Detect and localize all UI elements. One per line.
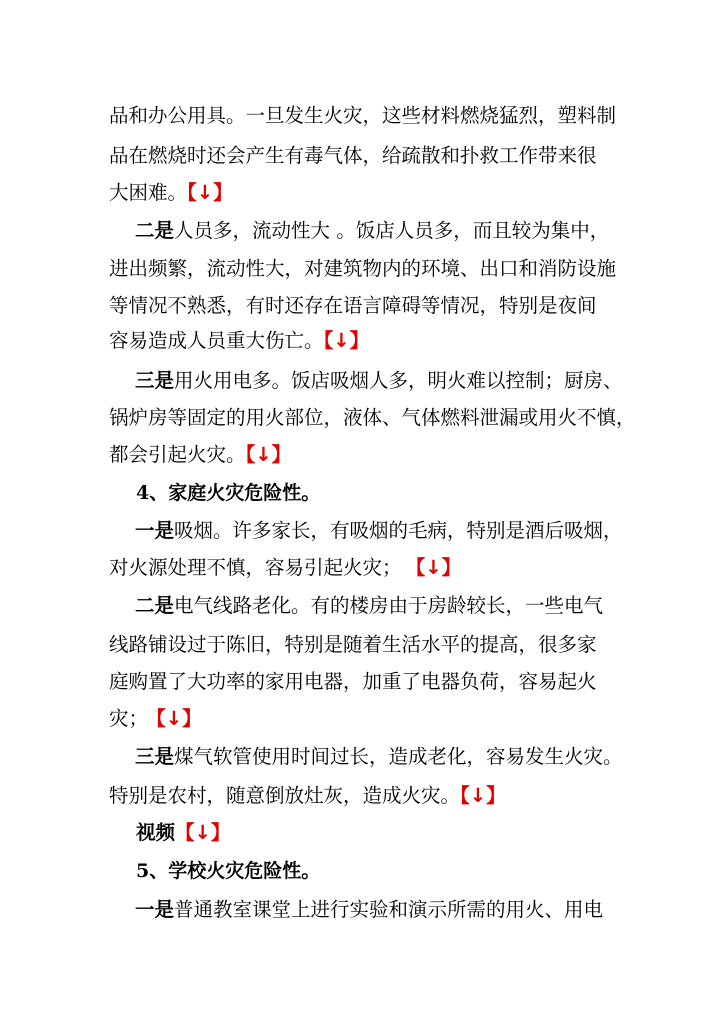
paragraph-text: 特别是农村，随意倒放灶灰，造成火灾。 (109, 784, 461, 807)
paragraph-lead: 二是 (135, 594, 175, 617)
paragraph-text: 线路铺设过于陈旧，特别是随着生活水平的提高，很多家 (109, 633, 597, 656)
video-label[interactable]: 视频 (136, 821, 176, 844)
text-line (109, 101, 616, 131)
down-arrow-marker[interactable]: 【↓】 (415, 556, 462, 579)
text-line (109, 291, 597, 321)
paragraph-lead: 三是 (135, 369, 175, 392)
paragraph-text: 对火源处理不慎，容易引起火灾； (109, 556, 402, 579)
paragraph-text: 煤气软管使用时间过长，造成老化，容易发生火灾。 (174, 745, 623, 768)
text-line (109, 630, 597, 660)
paragraph-text: 电气线路老化。有的楼房由于房龄较长，一些电气 (174, 594, 604, 617)
paragraph-text: 用火用电多。饭店吸烟人多，明火难以控制；厨房、 (174, 369, 623, 392)
paragraph-text: 锅炉房等固定的用火部位，液体、气体燃料泄漏或用火不慎， (109, 406, 636, 429)
text-line (109, 704, 202, 734)
text-line (135, 742, 623, 772)
text-line (135, 216, 609, 246)
paragraph-text: 吸烟。许多家长，有吸烟的毛病，特别是酒后吸烟， (174, 519, 623, 542)
paragraph-text: 人员多，流动性大 。饭店人员多，而且较为集中， (174, 219, 610, 242)
text-line (109, 440, 291, 470)
text-line (109, 326, 369, 356)
text-line (109, 141, 597, 171)
down-arrow-marker[interactable]: 【↓】 (187, 181, 233, 204)
text-line (109, 667, 597, 697)
text-line (135, 591, 603, 621)
text-line (109, 553, 461, 583)
text-line (109, 781, 506, 811)
text-line (109, 178, 233, 208)
down-arrow-marker[interactable]: 【↓】 (156, 707, 202, 730)
text-line (135, 895, 603, 925)
paragraph-lead: 一是 (135, 898, 175, 921)
paragraph-text: 庭购置了大功率的家用电器，加重了电器负荷，容易起火 (109, 670, 597, 693)
text-line (109, 403, 636, 433)
text-line (135, 366, 623, 396)
paragraph-text: 都会引起火灾。 (109, 443, 246, 466)
paragraph-text: 进出频繁，流动性大，对建筑物内的环境、出口和消防设施 (109, 257, 617, 280)
paragraph-text: 品和办公用具。一旦发生火灾，这些材料燃烧猛烈，塑料制 (109, 104, 617, 127)
paragraph-text: 灾； (109, 707, 149, 730)
paragraph-lead: 一是 (135, 519, 175, 542)
paragraph-text: 等情况不熟悉，有时还存在语言障碍等情况，特别是夜间 (109, 294, 597, 317)
paragraph-lead: 二是 (135, 219, 175, 242)
down-arrow-marker[interactable]: 【↓】 (245, 443, 292, 466)
text-line (109, 254, 616, 284)
paragraph-text: 品在燃烧时还会产生有毒气体，给疏散和扑救工作带来很 (109, 144, 597, 167)
text-line (135, 516, 623, 546)
section-heading: 5、学校火灾危险性。 (136, 860, 321, 882)
paragraph-text: 普通教室课堂上进行实验和演示所需的用火、用电 (174, 898, 604, 921)
paragraph-lead: 三是 (135, 745, 175, 768)
paragraph-text: 容易造成人员重大伤亡。 (109, 329, 324, 352)
down-arrow-marker[interactable]: 【↓】 (323, 329, 370, 352)
text-line (136, 818, 230, 848)
paragraph-text: 大困难。 (109, 181, 188, 204)
down-arrow-marker[interactable]: 【↓】 (460, 784, 506, 807)
down-arrow-marker[interactable]: 【↓】 (175, 821, 231, 844)
section-heading: 4、家庭火灾危险性。 (136, 482, 321, 504)
